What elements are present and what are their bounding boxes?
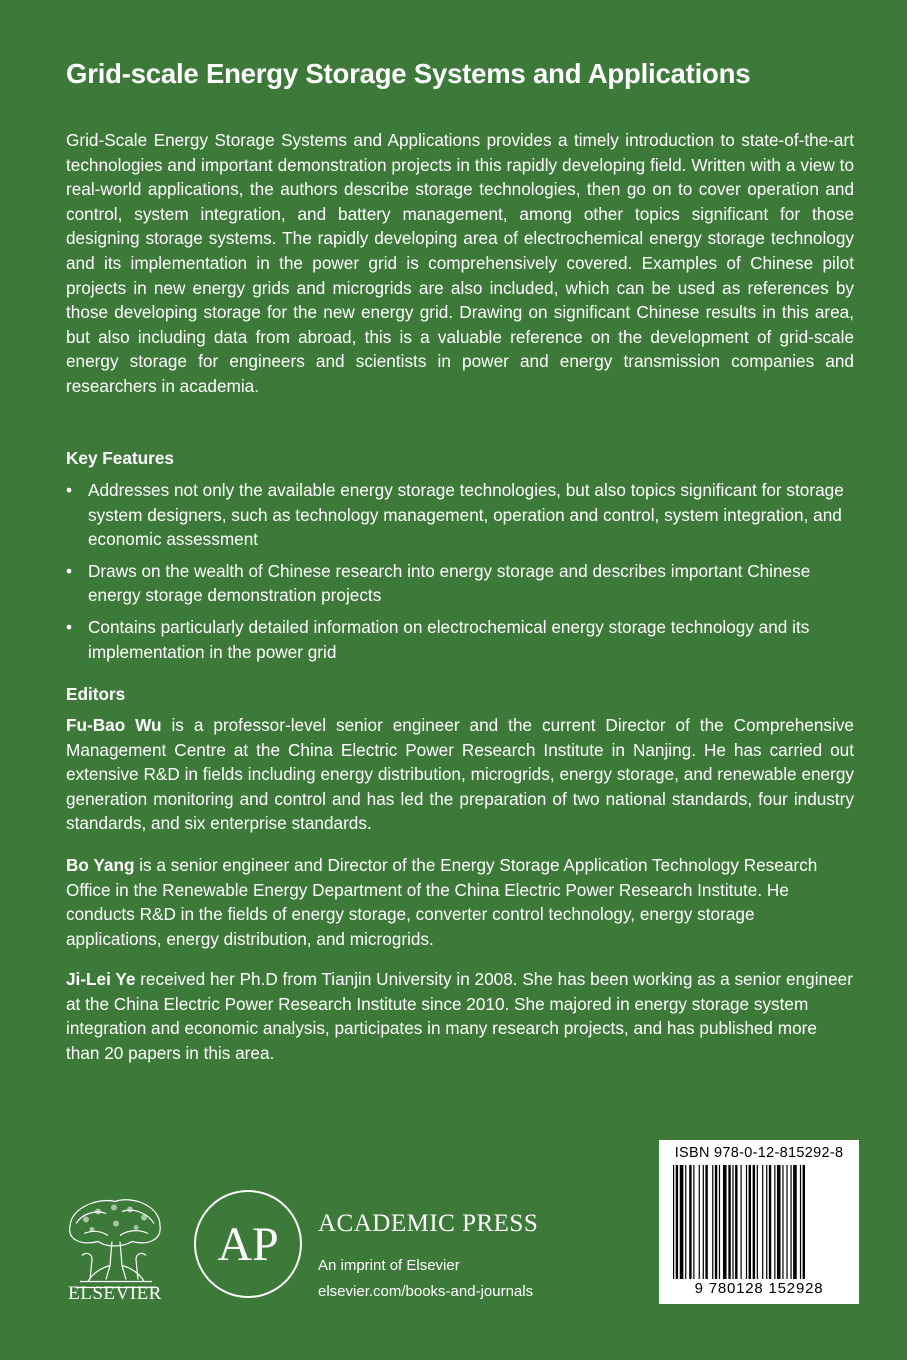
barcode-bar: [766, 1165, 767, 1279]
academic-press-logo: [192, 1188, 304, 1300]
key-features-list: [66, 478, 846, 671]
editor-bio: [66, 713, 854, 836]
isbn-label: ISBN 978-0-12-815292-8: [674, 1145, 844, 1161]
barcode-bar: [803, 1165, 805, 1279]
editor-bio-text: received her Ph.D from Tianjin University in 2008. She has been working as a senior engineer at the China Electric Power Research Institute since 2010. She majored in energy storage system integration and economic analysis, participates in many research projects, and has published more than 20 papers in this area.: [66, 969, 853, 1063]
barcode-bar: [774, 1165, 775, 1279]
editor-bio: [66, 967, 854, 1065]
elsevier-wordmark: ELSEVIER: [68, 1283, 162, 1304]
editor-bio-text: is a senior engineer and Director of the Energy Storage Application Technology Research Office in the Renewable Energy Department of the China Electric Power Research Institute. He conducts R&D in the fields of energy storage, converter control technology, energy storage applications, energy distribution, and microgrids.: [66, 855, 818, 949]
barcode-bar: [712, 1165, 713, 1279]
editor-name: Bo Yang: [66, 855, 135, 875]
barcode-bar: [719, 1165, 720, 1279]
barcode-panel: [659, 1140, 859, 1304]
academic-press-name: ACADEMIC PRESS: [318, 1210, 539, 1237]
barcode-bars: [673, 1165, 845, 1279]
barcode-bar: [715, 1165, 717, 1279]
bullet: •: [66, 560, 73, 581]
barcode-bar: [732, 1165, 733, 1279]
barcode-bar: [689, 1165, 691, 1279]
imprint-text: An imprint of Elsevier: [318, 1257, 460, 1274]
barcode-bar: [723, 1165, 727, 1279]
barcode-bar: [753, 1165, 755, 1279]
ap-monogram: AP: [217, 1218, 279, 1271]
barcode-bar: [777, 1165, 781, 1279]
editor-bio-text: is a professor-level senior engineer and the current Director of the Comprehensive Management Centre at the China Electric Power Research Institute in Nanjing. He has carried out extensive R&D in fields including energy distribution, microgrids, energy storage, and renewable energy generation monitoring and control and has led the preparation of two national standards, four industry standards, and six enterprise standards.: [66, 715, 854, 834]
feature-item: [66, 559, 846, 608]
editor-name: Ji-Lei Ye: [66, 969, 136, 989]
barcode-bar: [786, 1165, 787, 1279]
barcode-digits: 9 780128 152928: [694, 1280, 824, 1297]
feature-item: [66, 478, 846, 552]
book-title: Grid-scale Energy Storage Systems and Applications: [66, 58, 751, 89]
barcode-bar: [741, 1165, 742, 1279]
editor-name: Fu-Bao Wu: [66, 715, 162, 735]
barcode-bar: [746, 1165, 747, 1279]
barcode-bar: [693, 1165, 694, 1279]
feature-item: [66, 615, 846, 664]
barcode-bar: [680, 1165, 684, 1279]
barcode-bar: [800, 1165, 801, 1279]
barcode-bar: [782, 1165, 783, 1279]
barcode-bar: [673, 1165, 674, 1279]
editors-heading: Editors: [66, 684, 126, 704]
bullet: •: [66, 480, 73, 500]
feature-text: Draws on the wealth of Chinese research into energy storage and describes important Chinese energy storage demonstration projects: [88, 560, 811, 606]
publisher-url[interactable]: elsevier.com/books-and-journals: [318, 1283, 534, 1300]
barcode-bar: [735, 1165, 737, 1279]
barcode-bar: [762, 1165, 763, 1279]
barcode-bar: [685, 1165, 686, 1279]
barcode-bar: [703, 1165, 704, 1279]
barcode-bar: [769, 1165, 771, 1279]
barcode-bar: [793, 1165, 797, 1279]
barcode-bar: [676, 1165, 678, 1279]
barcode-bar: [728, 1165, 730, 1279]
feature-text: Addresses not only the available energy storage technologies, but also topics significant for storage system designers, such as technology management, operation and control, system integration, and economic assessment: [88, 480, 844, 550]
key-features-heading: Key Features: [66, 448, 174, 468]
barcode-bar: [757, 1165, 758, 1279]
barcode-bar: [749, 1165, 751, 1279]
barcode-bar: [790, 1165, 791, 1279]
feature-text: Contains particularly detailed information on electrochemical energy storage technology and its implementation in the power grid: [88, 616, 810, 662]
barcode-bar: [705, 1165, 707, 1279]
barcode-bar: [699, 1165, 700, 1279]
bullet: •: [66, 616, 73, 637]
editor-bio: [66, 853, 854, 951]
book-description: Grid-Scale Energy Storage Systems and Applications provides a timely introduction to state-of-the-art technologies and important demonstration projects in this rapidly developing field. Written with a view to real-world applications, the authors describe storage technologies, then go on to cover operation and control, system integration, and battery management, among other topics significant for those designing storage systems. The rapidly developing area of electrochemical energy storage technology and its implementation in the power grid is comprehensively covered. Examples of Chinese pilot projects in new energy grids and microgrids are also included, which can be used as references by those developing storage for the new energy grid. Drawing on significant Chinese results in this area, but also including data from abroad, this is a valuable reference on the development of grid-scale energy storage for engineers and scientists in power and energy transmission companies and researchers in academia.: [66, 130, 854, 396]
